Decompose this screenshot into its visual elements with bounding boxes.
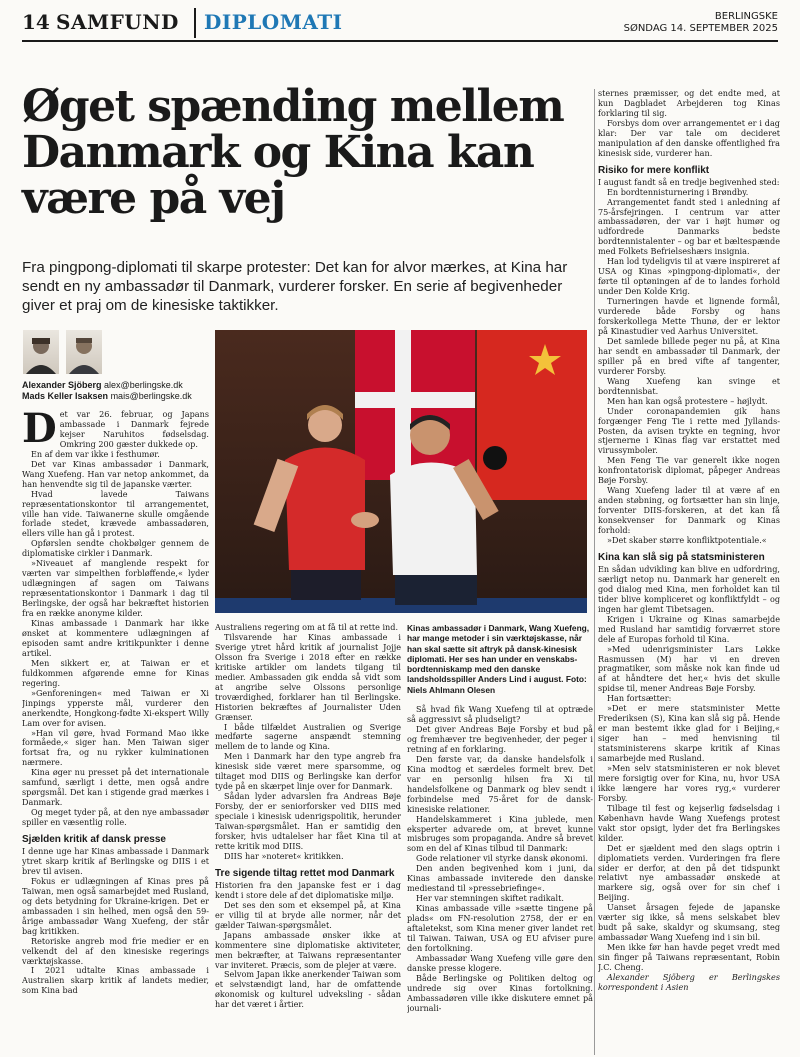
subheading: Sjælden kritik af dansk presse bbox=[22, 834, 166, 846]
article-column-3 bbox=[407, 623, 593, 1057]
author-photo bbox=[23, 330, 59, 374]
paragraph: Australiens regering om at få til at rette ind. bbox=[215, 623, 399, 632]
paragraph: Krigen i Ukraine og Kinas samarbejde med Rusland har samtidig forværret store dele af Europas forhold til Kina. bbox=[598, 613, 780, 644]
header-divider bbox=[194, 8, 196, 38]
paragraph: Uanset årsagen fejede de japanske værter sig ikke, så mens selskabet blev budt på sake, skaldyr og skumsang, steg ambassadør Wang Xuefeng ind i sin bil. bbox=[598, 902, 780, 943]
paragraph: »Det er mere statsminister Mette Frederiksen (S), Kina kan slå sig på. Hende er man bestemt ikke glad for i Beijing,« siger han – med henvisning til statsministerens skarpe kritik af Kinas samarbejde med Rusland. bbox=[598, 703, 780, 764]
paragraph: Det ses den som et eksempel på, at Kina er villig til at bryde alle normer, når det gælder Taiwan-spørgsmålet. bbox=[215, 899, 401, 930]
paragraph: Det var Kinas ambassadør i Danmark, Wang Xuefeng. Han var netop ankommet, da han henvendte sig til de japanske værter. bbox=[22, 458, 209, 489]
author-name: Mads Keller Isaksen bbox=[22, 391, 109, 401]
paragraph: Men han kan også protestere – højlydt. bbox=[607, 395, 768, 406]
paragraph: Turneringen havde et lignende formål, vurderede både Forsby og hans forskerkollega Mette Thunø, der er lektor på Kinastudier ved Aarhus Universitet. bbox=[598, 296, 780, 336]
paragraph: Selvom Japan ikke anerkender Taiwan som et selvstændigt land, har de omfattende økonomisk og kulturel udveksling - sådan har det været i årtier. bbox=[215, 969, 401, 1010]
news-photo bbox=[215, 330, 587, 613]
byline bbox=[22, 380, 212, 402]
paragraph: Sådan lyder advarslen fra Andreas Bøje Forsby, der er seniorforsker ved DIIS med speciale i kinesisk udenrigspolitik, herunder Taiwan-spørgsmålet. Han er samtidig den forsker, hvis udtalelser har fået Kina til at rette kritik mod DIIS. bbox=[215, 791, 401, 851]
paragraph: Men sikkert er, at Taiwan er et fuldkommen afgørende emne for Kinas regering. bbox=[22, 657, 209, 688]
paragraph: Men ikke før han havde peget vredt med sin finger på Taiwans repræsentant, Robin J.C. Cheng. bbox=[598, 942, 780, 973]
paragraph: En sådan udvikling kan blive en udfordring, særligt netop nu. Danmark har generelt en god dialog med Kina, men forholdet kan til tider blive kompliceret og konfliktfyldt – og ingen har glemt Tibetsagen. bbox=[598, 563, 780, 614]
subsection-label: DIPLOMATI bbox=[204, 10, 343, 34]
article-column-2 bbox=[215, 623, 401, 1057]
page-number: 14 bbox=[22, 10, 50, 34]
article-column-4 bbox=[598, 89, 780, 1055]
paragraph: Det er sjældent med den slags optrin i diplomatiets verden. Vurderingen fra flere sider er derfor, at den på det tidspunkt relativt nye ambassadør ønskede at markere sig, også over for sin chef i Beijing. bbox=[598, 842, 780, 903]
paragraph: Han lod tydeligvis til at være inspireret af USA og Kinas »pingpong-diplomati«, der førte til optøningen af de to landes forhold under Den Kolde Krig. bbox=[598, 256, 780, 297]
paragraph: I 2021 udtalte Kinas ambassade i Australien skarp kritik af landets medier, som Kina bad bbox=[22, 965, 209, 996]
paragraph: Og meget tyder på, at den nye ambassadør spiller en væsentlig rolle. bbox=[22, 807, 209, 828]
paragraph: En bordtennisturnering i Brøndby. bbox=[607, 186, 749, 197]
paragraph: Den første var, da danske handelsfolk i Kina modtog et særdeles formelt brev. Det var en personlig hilsen fra Xi til handelsfolkene og Danmark og blev sendt i forbindelse med 75-året for de dansk-kinesiske relationer. bbox=[407, 753, 593, 814]
paragraph: Kinas ambassade i Danmark har ikke ønsket at kommentere udlægningen af episoden samt andre kritikpunkter i denne artikel. bbox=[22, 618, 209, 658]
paragraph: »Men selv statsministeren er nok blevet mere forsigtig over for Kina, nu, hvor USA ikke længere har vores ryg,« vurderer Forsby. bbox=[598, 763, 780, 803]
deck: Fra pingpong-diplomati til skarpe protester: Det kan for alvor mærkes, at Kina har sendt en ny ambassadør til Danmark, vurderer forsker. En serie af begivenheder giver et praj om de kinesiske taktikker. bbox=[22, 259, 568, 314]
paragraph: »Genforeningen« med Taiwan er Xi Jinpings ypperste mål, vurderer den anerkendte, Hongkong-fødte Xi-ekspert Willy Lam over for avisen. bbox=[22, 687, 209, 728]
section-label: SAMFUND bbox=[56, 10, 179, 34]
article-column-1 bbox=[22, 410, 209, 1055]
paragraph: Kinas ambassade ville »sætte tingene på plads« om FN-resolution 2758, der er en aftaletekst, som Kina mener giver landet ret til Taiwan. Taiwan, USA og EU afviser pure den fortolkning. bbox=[407, 903, 593, 953]
paragraph: Gode relationer vil styrke dansk økonomi. bbox=[416, 853, 588, 864]
paragraph: »Han vil gøre, hvad Formand Mao ikke formåede,« siger han. Men Taiwan siger fortsat fra, og nu rykker kulminationen nærmere. bbox=[22, 727, 209, 768]
paragraph: Kina øger nu presset på det internationale samfund, særligt i dette, men også andre spørgsmål. Det kan i stigende grad mærkes i Danmark. bbox=[22, 767, 209, 808]
column-divider bbox=[594, 89, 595, 1055]
paragraph: Under coronapandemien gik hans forgænger Feng Tie i rette med Jyllands-Posten, da avisen trykte en tegning, hvor stjernerne i Kinas flag var erstattet med virussymboler. bbox=[598, 405, 780, 456]
paragraph: I denne uge har Kinas ambassade i Danmark ytret skarp kritik af Berlingske og DIIS i et brev til avisen. bbox=[22, 846, 209, 876]
paragraph: Handelskammeret i Kina jublede, men eksperter advarede om, at brevet kunne misbruges som propaganda. Andre så brevet som en del af Kinas tilbud til Danmark: bbox=[407, 813, 593, 854]
paragraph: Tilsvarende har Kinas ambassade i Sverige ytret hård kritik af journalist Jojje Olsson fra Sverige i 2018 efter en række kritiske artikler om landets tilgang til medier. Ambassaden gik endda så vidt som at angribe selve Olssons personlige troværdighed, forklarer han til Berlingske. Historien bekræftes af Journalister Uden Grænser. bbox=[215, 631, 401, 722]
paragraph: Opførslen sendte chokbølger gennem de diplomatiske cirkler i Danmark. bbox=[22, 538, 209, 559]
paragraph: Her var stemningen skiftet radikalt. bbox=[416, 893, 564, 904]
paragraph: »Niveauet af manglende respekt for værten var simpelthen forbløffende,« lyder udlægningen af sagen om Taiwans repræsentationskontor i Danmark i dag til Berlingske, der også har bekræftet historien fra en række anonyme kilder. bbox=[22, 558, 209, 619]
paragraph: I august fandt så en tredje begivenhed sted: bbox=[598, 176, 780, 187]
author-signature: Alexander Sjöberg er Berlingskes korrespondent i Asien bbox=[598, 972, 780, 992]
paragraph: Forsbys dom over arrangementet er i dag klar: Der var tale om decideret manipulation af den danske offentlighed fra kinesisk side, vurderer han. bbox=[598, 117, 780, 158]
author-name: Alexander Sjöberg bbox=[22, 380, 102, 390]
subheading: Kina kan slå sig på statsministeren bbox=[598, 551, 765, 563]
paragraph: Retoriske angreb mod frie medier er en velkendt del af den kinesiske regerings værktøjskasse. bbox=[22, 935, 209, 966]
paragraph: »Med udenrigsminister Lars Løkke Rasmussen (M) har vi en dreven pragmatiker, som måske nok kan finde ud af at håndtere det her,« hvis det skulle spidse til, mener Andreas Bøje Forsby. bbox=[598, 643, 780, 694]
photo-caption: Kinas ambassadør i Danmark, Wang Xuefeng, har mange metoder i sin værktøjskasse, når han skal sætte sit aftryk på dansk-kinesisk diplomati. Her ses han under en venskabs-bordtenniskamp med den danske landsholdsspiller Anders Lind i august. Foto: Niels Ahlmann Olesen bbox=[407, 623, 590, 695]
paragraph: Historien fra den japanske fest er i dag kendt i store dele af det diplomatiske miljø. bbox=[215, 879, 401, 900]
paragraph: Tilbage til fest og kejserlig fødselsdag i København havde Wang Xuefengs protest vakt stor opsigt, lyder det fra Berlingskes kilder. bbox=[598, 802, 780, 843]
paragraph: Det samlede billede peger nu på, at Kina har sendt en ambassadør til Danmark, der spiller på en bred vifte af tangenter, vurderer Forsby. bbox=[598, 335, 780, 376]
subheading: Risiko for mere konflikt bbox=[598, 164, 710, 176]
brand-name: BERLINGSKE bbox=[714, 11, 778, 22]
author-photo bbox=[66, 330, 102, 374]
paragraph: Hvad lavede Taiwans repræsentationskontor til arrangementet, ville han vide. Taiwanerne skulle omgående forlade stedet, krævede ambassadøren, ellers ville han gå i protest. bbox=[22, 488, 209, 539]
paragraph: Det giver Andreas Bøje Forsby et bud på og fremhæver tre begivenheder, der peger i retning af en forklaring. bbox=[407, 723, 593, 754]
paragraph: Både Berlingske og Politiken deltog og undrede sig over Kinas fortolkning. Ambassadøren ville ikke diskutere emnet på journali- bbox=[407, 972, 593, 1013]
paragraph: Men i Danmark har den type angreb fra kinesisk side været mere sparsomme, og tiltaget mod DIIS og Berlingske kan derfor tyde på en skærpet linje over for Danmark. bbox=[215, 751, 401, 792]
paragraph: Wang Xuefeng kan svinge et bordtennisbat. bbox=[598, 375, 780, 396]
paragraph: Fokus er udlægningen af Kinas pres på Taiwan, men også samarbejdet med Rusland, og dets betydning for Ukraine-krigen. Det er ambassaden i sin helhed, men også den 59-årige ambassadør Wang Xuefeng, der står bag kritikken. bbox=[22, 875, 209, 936]
drop-cap: D bbox=[22, 410, 57, 452]
subheading: Tre sigende tiltag rettet mod Danmark bbox=[215, 867, 395, 879]
author-email[interactable]: alex@berlingske.dk bbox=[104, 380, 183, 390]
paragraph: En af dem var ikke i festhumør. bbox=[31, 448, 160, 459]
paragraph: Den anden begivenhed kom i juni, da Kinas ambassade inviterede den danske mediestand til »pressebriefinge«. bbox=[407, 863, 593, 894]
paragraph: Japans ambassade ønsker ikke at kommentere sine diplomatiske aktiviteter, men bekræfter, at Taiwans repræsentanter var inviteret. Præcis, som de plejer at være. bbox=[215, 929, 401, 970]
headline: Øget spænding mellem Danmark og Kina kan være på vej bbox=[22, 81, 564, 224]
paragraph: Han fortsætter: bbox=[607, 693, 672, 704]
paragraph: Arrangementet fandt sted i anledning af 75-årsfejringen. I centrum var atter ambassadøren, der var i højt humør og udfordrede Danmarks bedste bordtennistalenter – og bar et bæltespænde med Folkets Befrielseshærs insignia. bbox=[598, 196, 780, 257]
paragraph: Så hvad fik Wang Xuefeng til at optræde så aggressivt så pludseligt? bbox=[407, 704, 593, 725]
paragraph: et var 26. februar, og Japans ambassade i Danmark fejrede kejser Naruhitos fødselsdag. Omkring 200 gæster dukkede op. bbox=[59, 410, 209, 449]
brand-date bbox=[624, 11, 778, 35]
paragraph: »Det skaber større konfliktpotentiale.« bbox=[607, 534, 767, 545]
paragraph: sternes præmisser, og det endte med, at kun Dagbladet Arbejderen tog Kinas forklaring til sig. bbox=[598, 89, 780, 118]
paragraph: DIIS har »noteret« kritikken. bbox=[224, 850, 344, 861]
paragraph: I både tilfældet Australien og Sverige medførte sagerne anspændt stemning mellem de to lande og Kina. bbox=[215, 721, 401, 752]
page-header bbox=[22, 6, 778, 42]
paragraph: Men Feng Tie var generelt ikke nogen konfrontatorisk diplomat, påpeger Andreas Bøje Forsby. bbox=[598, 455, 780, 486]
author-email[interactable]: mais@berlingske.dk bbox=[110, 391, 192, 401]
paragraph: Ambassadør Wang Xuefeng ville gøre den danske presse klogere. bbox=[407, 952, 593, 973]
issue-date: SØNDAG 14. SEPTEMBER 2025 bbox=[623, 23, 778, 34]
paragraph: Wang Xuefeng lader til at være af en anden støbning, og fortsætter han sin linje, forventer DIIS-forskeren, at det kan få konsekvenser for Danmark og Kinas forhold: bbox=[598, 485, 780, 536]
